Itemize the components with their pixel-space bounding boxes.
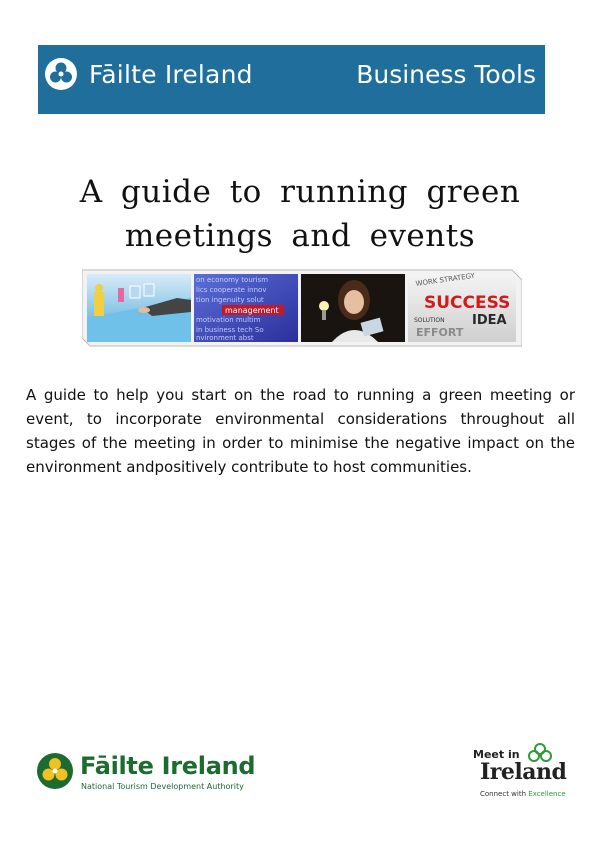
header-brand: Fāilte Ireland [89, 60, 253, 89]
svg-text:WORK STRATEGY: WORK STRATEGY [415, 271, 476, 288]
effort-word: EFFORT [416, 326, 464, 339]
image-strip [82, 268, 522, 348]
meet-ireland-text: Ireland [480, 759, 567, 785]
svg-text:on economy tourism: on economy tourism [196, 276, 269, 284]
page-title [0, 170, 600, 258]
image-panel-touchscreen [87, 274, 191, 342]
page-title-line-2: meetings and events [124, 218, 476, 254]
meet-in-text: Meet in [473, 748, 520, 761]
svg-text:motivation multim: motivation multim [196, 316, 261, 324]
svg-text:in business tech So: in business tech So [196, 326, 264, 334]
meet-tagline-highlight: Excellence [528, 790, 566, 798]
image-panel-woman-lightbulb [301, 274, 405, 342]
meet-tagline [480, 790, 566, 798]
footer-subtitle: National Tourism Development Authority [81, 782, 244, 791]
footer-failte-logo [36, 748, 266, 798]
description-text: A guide to help you start on the road to running a green meeting or event, to incorporate environmental considerations throughout all stages of the meeting in order to minimise the negative impact on the environment andpositively contribute to host communities. [26, 386, 575, 476]
svg-text:nvironment abst: nvironment abst [196, 334, 254, 342]
footer-brand: Fāilte Ireland [80, 752, 256, 780]
header-section-title: Business Tools [356, 60, 536, 89]
word-cloud-highlight: management [225, 306, 279, 315]
svg-text:tion ingenuity solut: tion ingenuity solut [196, 296, 264, 304]
image-panel-success-words [408, 272, 516, 342]
header-banner [38, 45, 545, 114]
svg-text:lics cooperate innov: lics cooperate innov [196, 286, 267, 294]
idea-word: IDEA [472, 313, 507, 328]
failte-shamrock-icon [44, 57, 78, 91]
failte-shamrock-logo-icon [36, 752, 74, 790]
meet-tagline-prefix: Connect with [480, 790, 527, 798]
image-panel-word-cloud [194, 274, 298, 342]
success-word: SUCCESS [424, 293, 511, 313]
solution-word: SOLUTION [414, 317, 445, 324]
page-title-line-1: A guide to running green [79, 174, 521, 210]
meet-in-ireland-logo [468, 742, 568, 804]
